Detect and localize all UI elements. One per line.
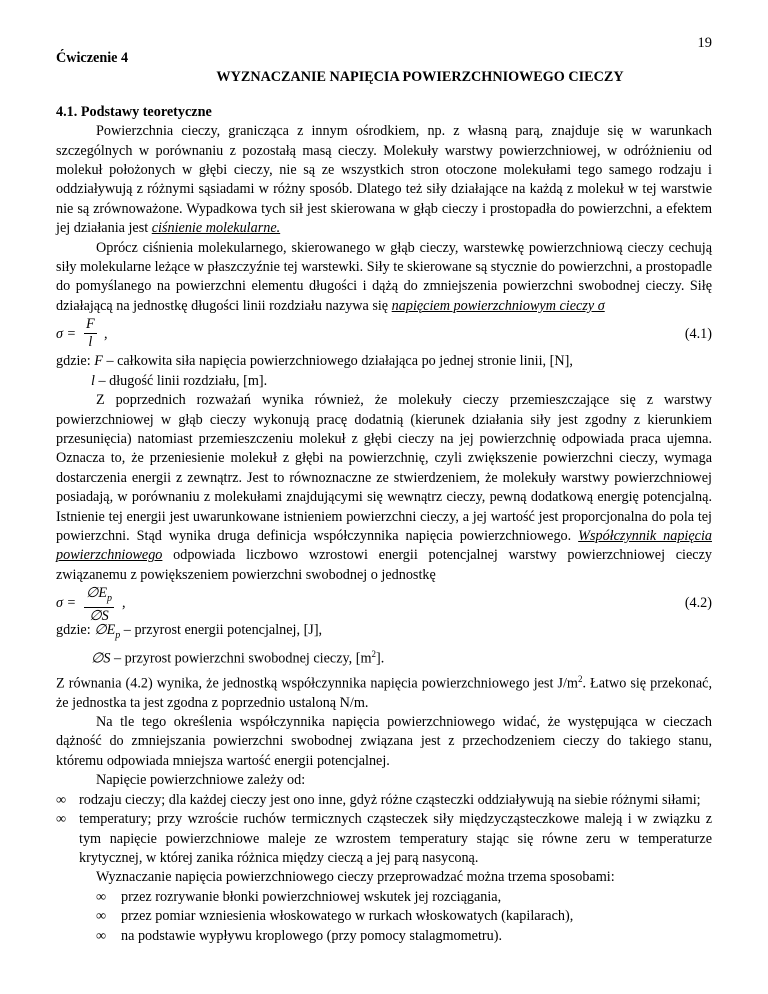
list-item-text: temperatury; przy wzroście ruchów termicznych cząsteczek siły międzycząsteczkowe maleją i w związku z tym napięcie powierzchniowe maleje ze wzrostem temperatury stając się równe zeru w temperaturze krytycznej, w której zanika różnica między cieczą a jej parą nasyconą. [79, 811, 712, 866]
where-line [56, 621, 712, 645]
where-text: – długość linii rozdziału, [m]. [94, 372, 268, 389]
paragraph-text: . Łatwo się przekonać, że jednostka ta jest zgodna z poprzednio ustaloną N/m. [56, 675, 712, 711]
numerator-symbol: ∅E [86, 585, 108, 602]
list-item-text: przez pomiar wzniesienia włoskowatego w rurkach włoskowatych (kapilarach), [121, 908, 574, 925]
paragraph-4 [56, 670, 712, 714]
symbol: l [91, 372, 95, 389]
where-prefix: gdzie: [56, 622, 95, 639]
superscript: 2 [371, 649, 377, 660]
fraction-numerator [84, 585, 114, 608]
infinity-bullet-icon: ∞ [96, 927, 107, 944]
list-item [96, 907, 712, 926]
equation-number: (4.2) [684, 595, 712, 612]
fraction-denominator: l [88, 334, 93, 351]
equation-number: (4.1) [684, 326, 712, 343]
where-line [56, 352, 712, 371]
paragraph-7: Wyznaczanie napięcia powierzchniowego cieczy przeprowadzać można trzema sposobami: [96, 869, 615, 886]
symbol: F [94, 353, 103, 370]
infinity-bullet-icon: ∞ [96, 908, 107, 925]
list-item [56, 791, 712, 810]
fraction-denominator: ∅S [89, 607, 109, 624]
infinity-bullet-icon: ∞ [56, 791, 67, 808]
where-text: – przyrost powierzchni swobodnej cieczy, [m [110, 651, 372, 668]
infinity-bullet-icon: ∞ [56, 811, 67, 828]
fraction-numerator: F [86, 316, 95, 333]
equation-lhs: σ = [56, 595, 77, 612]
methods-list [56, 888, 712, 946]
document-title: WYZNACZANIE NAPIĘCIA POWIERZCHNIOWEGO CIECZY [216, 69, 624, 86]
numerator-subscript: p [107, 592, 113, 604]
symbol: ∅E [94, 622, 116, 639]
paragraph-text: Powierzchnia cieczy, granicząca z innym ośrodkiem, np. z własną parą, znajduje się w warunkach szczególnych w porównaniu z pozostałą masą cieczy. Molekuły warstwy powierzchniowej, w odróżnieniu od molekuł położonych w głębi cieczy, nie są ze wszystkich stron otoczone molekułami tego samego rodzaju i oddziaływują z różnymi sąsiadami w różny sposób. Dlatego też siły działające na każdą z molekuł w tej warstwie nie są zrównoważone. Wypadkowa tych sił jest skierowana w głąb cieczy i prostopadła do powierzchni, a efektem jej działania jest [56, 123, 712, 237]
equation-comma: , [104, 326, 108, 343]
section-heading: 4.1. Podstawy teoretyczne [56, 103, 212, 120]
infinity-bullet-icon: ∞ [96, 888, 107, 905]
paragraph-text: Z równania (4.2) wynika, że jednostką współczynnika napięcia powierzchniowego jest J/m [56, 675, 578, 692]
underlined-term: napięciem powierzchniowym cieczy σ [391, 297, 605, 314]
paragraph-text: Z poprzednich rozważań wynika również, że molekuły cieczy przemieszczające się z warstwy powierzchniowej w głąb cieczy wykonują pracę dodatnią (kierunek działania siły jest zgodny z kierunkiem przesunięcia) natomiast przemieszczeniu molekuł z głębi cieczy na jej powierzchnię odpowiada praca ujemna. Oznacza to, że przeniesienie molekuł z głębi na powierzchnię, czyli zwiększenie powierzchni cieczy, wymaga dostarczenia energii z zewnątrz. Jest to równoznaczne ze stwierdzeniem, że molekuły warstwy powierzchniowej posiadają, w porównaniu z molekułami znajdującymi się wewnątrz cieczy, pewną dodatkową energię potencjalną. Istnienie tej energii jest uwarunkowane istnieniem powierzchni cieczy, a jej wartość jest proporcjonalna do pola tej powierzchni. Stąd wynika druga definicja współczynnika napięcia powierzchniowego. [56, 392, 712, 544]
where-text: ]. [376, 651, 385, 668]
paragraph-text: odpowiada liczbowo wzrostowi energii potencjalnej warstwy powierzchniowej cieczy związanemu z powiększeniem powierzchni swobodnej o jednostkę [56, 547, 712, 583]
page-number: 19 [697, 35, 712, 51]
equation-fraction [84, 585, 114, 625]
list-item-text: rodzaju cieczy; dla każdej cieczy jest ono inne, gdyż różne cząsteczki oddziaływują na siebie różnymi siłami; [79, 791, 701, 808]
symbol: ∅S [91, 651, 111, 668]
list-item [96, 927, 712, 946]
list-item-text: przez rozrywanie błonki powierzchniowej wskutek jej rozciągania, [121, 888, 502, 905]
equation-fraction [84, 316, 97, 351]
document-body [56, 49, 712, 946]
where-text: – całkowita siła napięcia powierzchniowego działająca po jednej stronie linii, [N], [102, 353, 573, 370]
dependency-list [56, 791, 712, 869]
where-prefix: gdzie: [56, 353, 95, 370]
paragraph-5: Na tle tego określenia współczynnika napięcia powierzchniowego widać, że występująca w cieczach dążność do zmniejszania powierzchni swobodnej związana jest z przechodzeniem cieczy do takiego stanu, któremu odpowiada mniejsza wartość energii potencjalnej. [56, 714, 712, 769]
where-text: – przyrost energii potencjalnej, [J], [120, 622, 323, 639]
list-item-text: na podstawie wypływu kroplowego (przy pomocy stalagmometru). [121, 927, 503, 944]
paragraph-6: Napięcie powierzchniowe zależy od: [96, 772, 306, 789]
paragraph-3 [56, 391, 712, 585]
list-item [96, 888, 712, 907]
symbol-subscript: p [115, 629, 121, 641]
exercise-label: Ćwiczenie 4 [56, 50, 129, 66]
paragraph-text: Oprócz ciśnienia molekularnego, skierowanego w głąb cieczy, warstewkę powierzchniową cieczy cechują siły molekularne leżące w płaszczyźnie tej warstewki. Siły te skierowane są stycznie do powierzchni, a prostopadle do pomyślanego na powierzchni elementu długości i dążą do zmniejszenia powierzchni swobodnej cieczy. Siłę działającą na jednostkę długości linii rozdziału nazywa się [56, 239, 712, 314]
paragraph-1 [56, 122, 712, 238]
where-line [91, 372, 712, 391]
underlined-term: ciśnienie molekularne. [151, 220, 281, 237]
equation-comma: , [122, 595, 126, 612]
underlined-term: Współczynnik napięcia powierzchniowego [56, 527, 712, 564]
equation-4-1 [56, 316, 712, 352]
list-item [56, 810, 712, 868]
paragraph-2 [56, 239, 712, 317]
equation-4-2 [56, 585, 712, 624]
equation-lhs: σ = [56, 326, 77, 343]
superscript: 2 [577, 673, 583, 684]
where-line [91, 645, 712, 669]
